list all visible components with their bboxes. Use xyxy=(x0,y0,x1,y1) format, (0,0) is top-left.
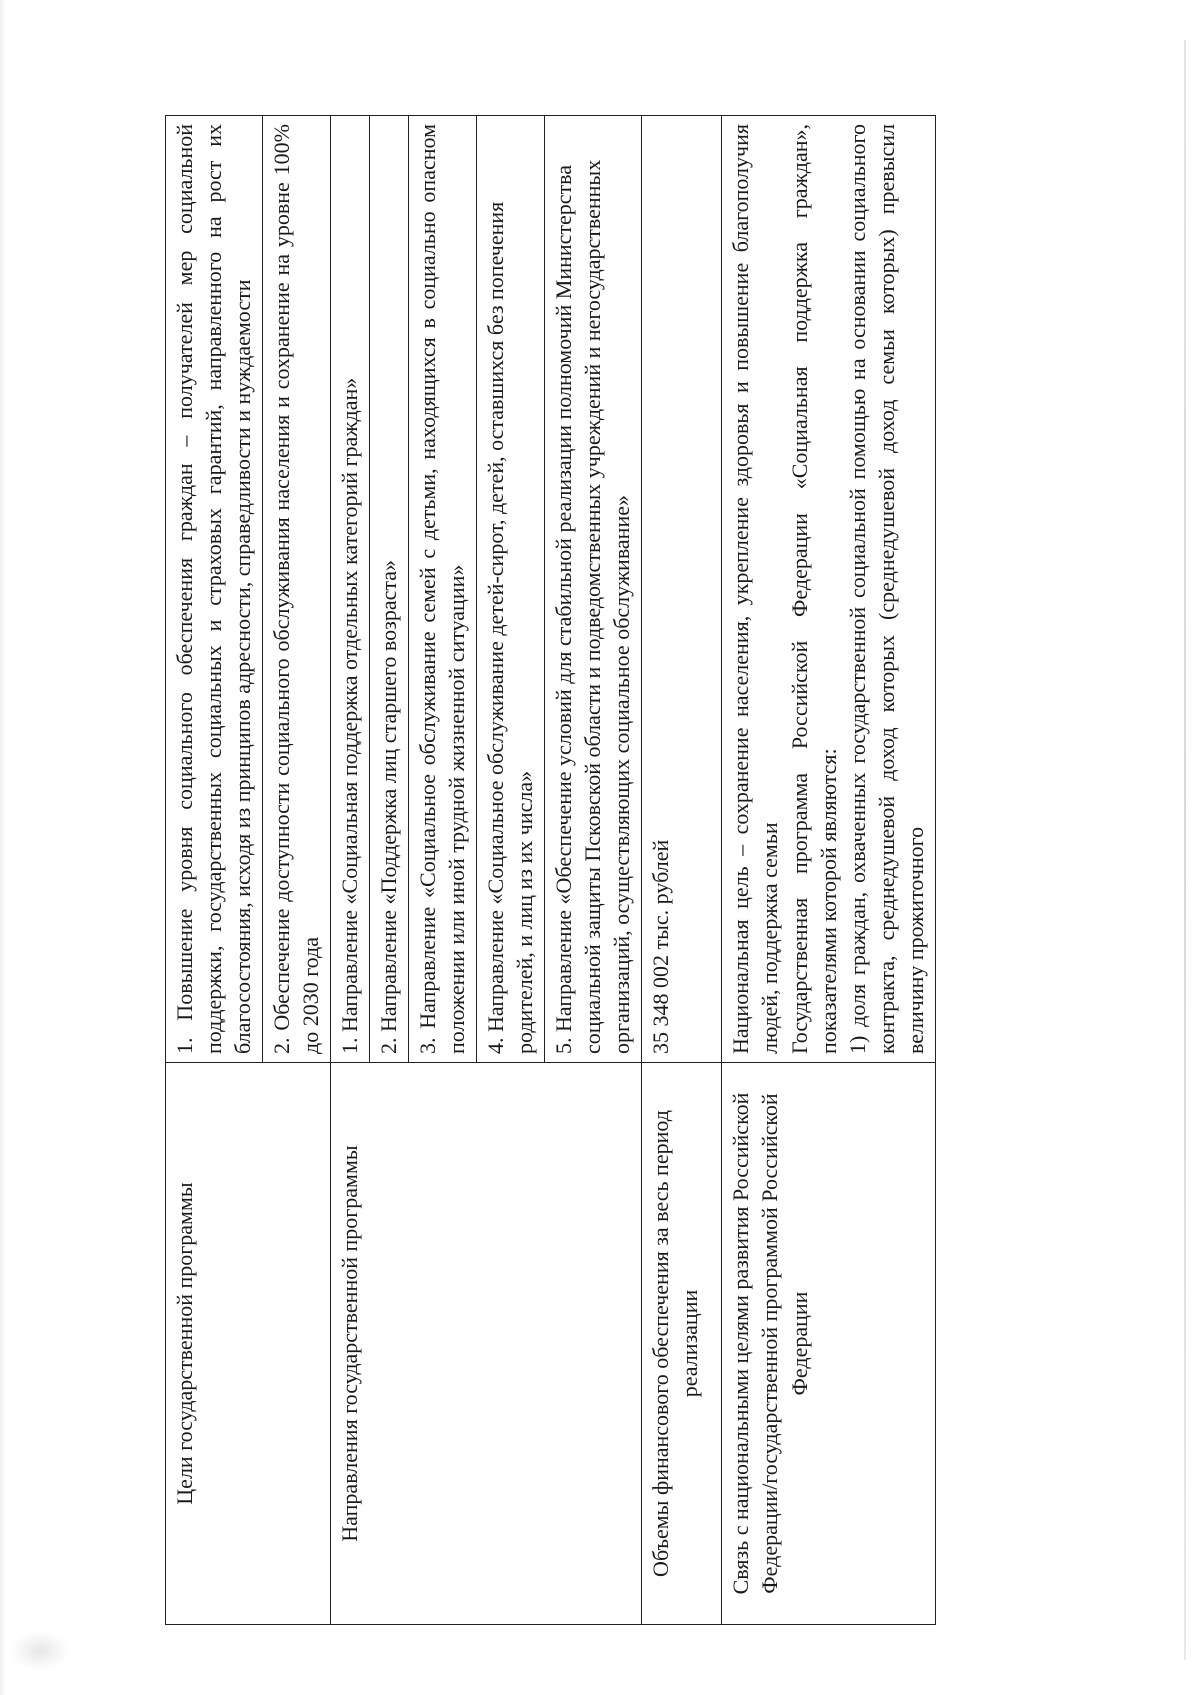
page-edge-right xyxy=(1184,40,1186,1660)
link-value xyxy=(722,116,935,1063)
funding-row xyxy=(642,116,722,1625)
link-line-3: 1) доля граждан, охваченных государственной социальной помощью на основании социального контракта, среднедушевой доход которых (среднедушевой доход семьи которых) превысил величину прожиточного xyxy=(844,124,928,1054)
direction-item-4: 4. Направление «Социальное обслуживание детей-сирот, детей, оставшихся без попечения родителей, и лиц из их числа» xyxy=(477,116,545,1063)
link-label: Связь с национальными целями развития Российской Федерации/государственной программой Российской Федерации xyxy=(722,1063,935,1625)
link-line-2: Государственная программа Российской Федерации «Социальная поддержка граждан», показателями которой являются: xyxy=(786,124,841,1054)
goals-row-1 xyxy=(166,116,263,1625)
directions-label: Направления государственной программы xyxy=(331,1063,642,1625)
link-line-1: Национальная цель – сохранение населения, укрепление здоровья и повышение благополучия людей, поддержка семьи xyxy=(728,124,783,1054)
funding-label: Объемы финансового обеспечения за весь период реализации xyxy=(642,1063,722,1625)
direction-item-1: 1. Направление «Социальная поддержка отдельных категорий граждан» xyxy=(331,116,370,1063)
goals-label: Цели государственной программы xyxy=(166,1063,331,1625)
program-passport-table xyxy=(165,115,936,1625)
direction-item-5: 5. Направление «Обеспечение условий для стабильной реализации полномочий Министерства социальной защиты Псковской области и подведомственных учреждений и негосударственных организаций, осуществляющих социальное обслуживание» xyxy=(545,116,642,1063)
scan-artifact xyxy=(10,1631,70,1671)
direction-item-3: 3. Направление «Социальное обслуживание семей с детьми, находящихся в социально опасном положении или иной трудной жизненной ситуации» xyxy=(409,116,477,1063)
link-row xyxy=(722,116,935,1625)
rotated-passport-table xyxy=(165,115,1045,1625)
goal-item-1: 1. Повышение уровня социального обеспечения граждан – получателей мер социальной поддержки, государственных социальных и страховых гарантий, направленного на рост их благосостояния, исходя из принципов адресности, справедливости и нуждаемости xyxy=(166,116,263,1063)
funding-value: 35 348 002 тыс. рублей xyxy=(642,116,722,1063)
goal-item-2: 2. Обеспечение доступности социального обслуживания населения и сохранение на уровне 100% до 2030 года xyxy=(263,116,331,1063)
page-edge-left xyxy=(0,0,6,1695)
directions-row-1 xyxy=(331,116,370,1625)
direction-item-2: 2. Направление «Поддержка лиц старшего возраста» xyxy=(370,116,409,1063)
